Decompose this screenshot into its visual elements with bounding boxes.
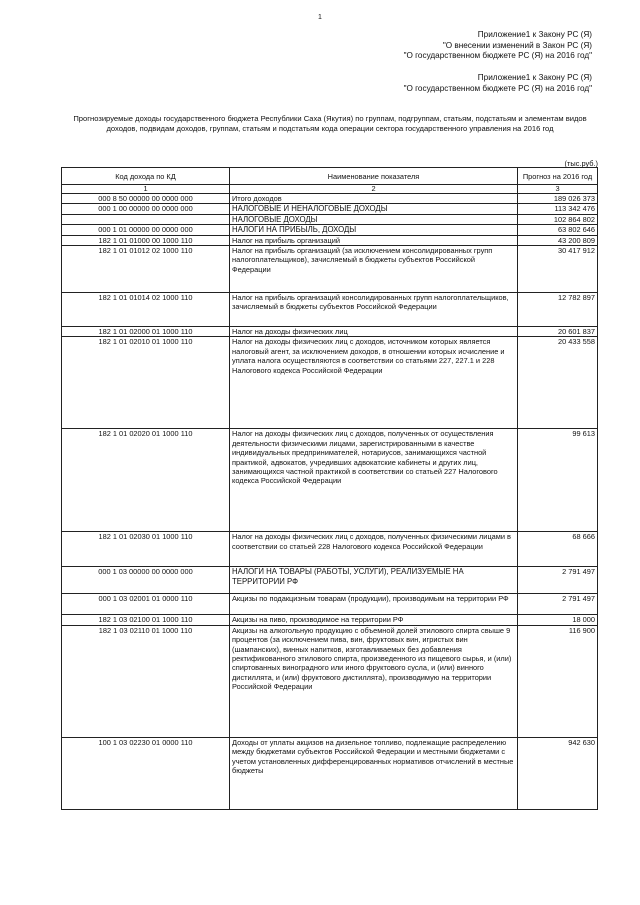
table-row	[62, 737, 598, 809]
indicator-name: Акцизы по подакцизным товарам (продукции), производимым на территории РФ	[230, 594, 518, 615]
appendix-header-second	[404, 73, 592, 94]
forecast-value: 102 864 802	[518, 214, 598, 224]
indicator-name: Налог на доходы физических лиц	[230, 327, 518, 337]
forecast-value: 18 000	[518, 615, 598, 625]
revenue-code: 182 1 01 02010 01 1000 110	[62, 337, 230, 429]
indicator-name: Налог на прибыль организаций	[230, 235, 518, 245]
revenue-code: 182 1 01 02030 01 1000 110	[62, 532, 230, 567]
header-forecast: Прогноз на 2016 год	[518, 168, 598, 185]
col-number: 2	[230, 185, 518, 194]
indicator-name: Налог на доходы физических лиц с доходов, полученных физическими лицами в соответствии со статьей 228 Налогового кодекса Российской Федерации	[230, 532, 518, 567]
revenue-code: 000 1 01 00000 00 0000 000	[62, 225, 230, 235]
indicator-name: Налог на прибыль организаций консолидированных групп налогоплательщиков, зачисляемый в бюджеты субъектов Российской Федерации	[230, 293, 518, 327]
revenue-code: 100 1 03 02230 01 0000 110	[62, 737, 230, 809]
revenue-code: 182 1 01 02020 01 1000 110	[62, 429, 230, 532]
revenue-code: 000 1 03 02001 01 0000 110	[62, 594, 230, 615]
table-row	[62, 246, 598, 293]
col-number: 3	[518, 185, 598, 194]
indicator-name: Доходы от уплаты акцизов на дизельное топливо, подлежащие распределению между бюджетами субъектов Российской Федерации и местными бюджетами с учетом установленных дифференцированных нормативов отчислений в местные бюджеты	[230, 737, 518, 809]
forecast-value: 2 791 497	[518, 567, 598, 594]
forecast-value: 189 026 373	[518, 194, 598, 204]
indicator-name: Итого доходов	[230, 194, 518, 204]
revenue-code: 182 1 03 02100 01 1000 110	[62, 615, 230, 625]
indicator-name: Налог на прибыль организаций (за исключением консолидированных групп налогоплательщиков), зачисляемый в бюджеты субъектов Российской Федерации	[230, 246, 518, 293]
appendix-line: "О государственном бюджете РС (Я) на 2016 год"	[403, 83, 592, 93]
forecast-value: 30 417 912	[518, 246, 598, 293]
table-row	[62, 594, 598, 615]
appendix-line: "О внесении изменений в Закон РС (Я)	[442, 40, 592, 50]
table-row	[62, 532, 598, 567]
table-row	[62, 194, 598, 204]
forecast-value: 116 900	[518, 625, 598, 737]
header-name: Наименование показателя	[230, 168, 518, 185]
table-row	[62, 337, 598, 429]
forecast-value: 43 200 809	[518, 235, 598, 245]
appendix-line: "О государственном бюджете РС (Я) на 2016 год"	[403, 51, 592, 60]
revenue-code: 182 1 01 01014 02 1000 110	[62, 293, 230, 327]
table-row	[62, 214, 598, 224]
document-title: Прогнозируемые доходы государственного бюджета Республики Саха (Якутия) по группам, подгруппам, статьям, подстатьям и элементам видов доходов, подвидам доходов, группам, статьям и подстатьям кода операции сектора государственного управления на 2016 год	[73, 114, 587, 133]
indicator-name: НАЛОГОВЫЕ ДОХОДЫ	[230, 214, 518, 224]
table-row	[62, 204, 598, 214]
revenue-table	[61, 167, 598, 810]
page-number: 1	[318, 14, 322, 21]
revenue-code	[62, 214, 230, 224]
indicator-name: Акцизы на пиво, производимое на территории РФ	[230, 615, 518, 625]
unit-label: (тыс.руб.)	[564, 159, 598, 168]
table-row	[62, 235, 598, 245]
header-code: Код дохода по КД	[62, 168, 230, 185]
revenue-code: 182 1 01 01000 00 1000 110	[62, 235, 230, 245]
appendix-line: Приложение1 к Закону РС (Я)	[477, 30, 592, 39]
indicator-name: Акцизы на алкогольную продукцию с объемной долей этилового спирта свыше 9 процентов (за исключением пива, вин, фруктовых вин, игристых вин (шампанских), винных напитков, изготавливаемых без добавления ректификованного этилового спирта, произведенного из пищевого сырья, и (или) спиртованных виноградного или иного фруктового сусла, и (или) винного дистиллята, и (или) фруктового дистиллята), производимую на территории Российской Федерации	[230, 625, 518, 737]
revenue-code: 000 8 50 00000 00 0000 000	[62, 194, 230, 204]
table-row	[62, 625, 598, 737]
appendix-line: Приложение1 к Закону РС (Я)	[477, 73, 592, 82]
forecast-value: 20 601 837	[518, 327, 598, 337]
indicator-name: НАЛОГОВЫЕ И НЕНАЛОГОВЫЕ ДОХОДЫ	[230, 204, 518, 214]
forecast-value: 20 433 558	[518, 337, 598, 429]
forecast-value: 63 802 646	[518, 225, 598, 235]
indicator-name: НАЛОГИ НА ТОВАРЫ (РАБОТЫ, УСЛУГИ), РЕАЛИЗУЕМЫЕ НА ТЕРРИТОРИИ РФ	[230, 567, 518, 594]
indicator-name: Налог на доходы физических лиц с доходов, источником которых является налоговый агент, за исключением доходов, в отношении которых исчисление и уплата налога осуществляются в соответствии со статьями 227, 227.1 и 228 Налогового кодекса Российской Федерации	[230, 337, 518, 429]
revenue-code: 182 1 01 02000 01 1000 110	[62, 327, 230, 337]
forecast-value: 68 666	[518, 532, 598, 567]
table-row	[62, 429, 598, 532]
table-row	[62, 567, 598, 594]
revenue-code: 000 1 03 00000 00 0000 000	[62, 567, 230, 594]
revenue-code: 182 1 01 01012 02 1000 110	[62, 246, 230, 293]
indicator-name: Налог на доходы физических лиц с доходов, полученных от осуществления деятельности физическими лицами, зарегистрированными в качестве индивидуальных предпринимателей, нотариусов, занимающихся частной практикой, адвокатов, учредивших адвокатские кабинеты и других лиц, занимающихся частной практикой в соответствии со статьей 227 Налогового кодекса Российской Федерации	[230, 429, 518, 532]
forecast-value: 2 791 497	[518, 594, 598, 615]
appendix-header-top	[404, 30, 592, 62]
forecast-value: 12 782 897	[518, 293, 598, 327]
revenue-code: 182 1 03 02110 01 1000 110	[62, 625, 230, 737]
table-row	[62, 225, 598, 235]
indicator-name: НАЛОГИ НА ПРИБЫЛЬ, ДОХОДЫ	[230, 225, 518, 235]
forecast-value: 113 342 476	[518, 204, 598, 214]
table-row	[62, 615, 598, 625]
forecast-value: 99 613	[518, 429, 598, 532]
col-number: 1	[62, 185, 230, 194]
forecast-value: 942 630	[518, 737, 598, 809]
revenue-code: 000 1 00 00000 00 0000 000	[62, 204, 230, 214]
table-row	[62, 293, 598, 327]
table-row	[62, 327, 598, 337]
